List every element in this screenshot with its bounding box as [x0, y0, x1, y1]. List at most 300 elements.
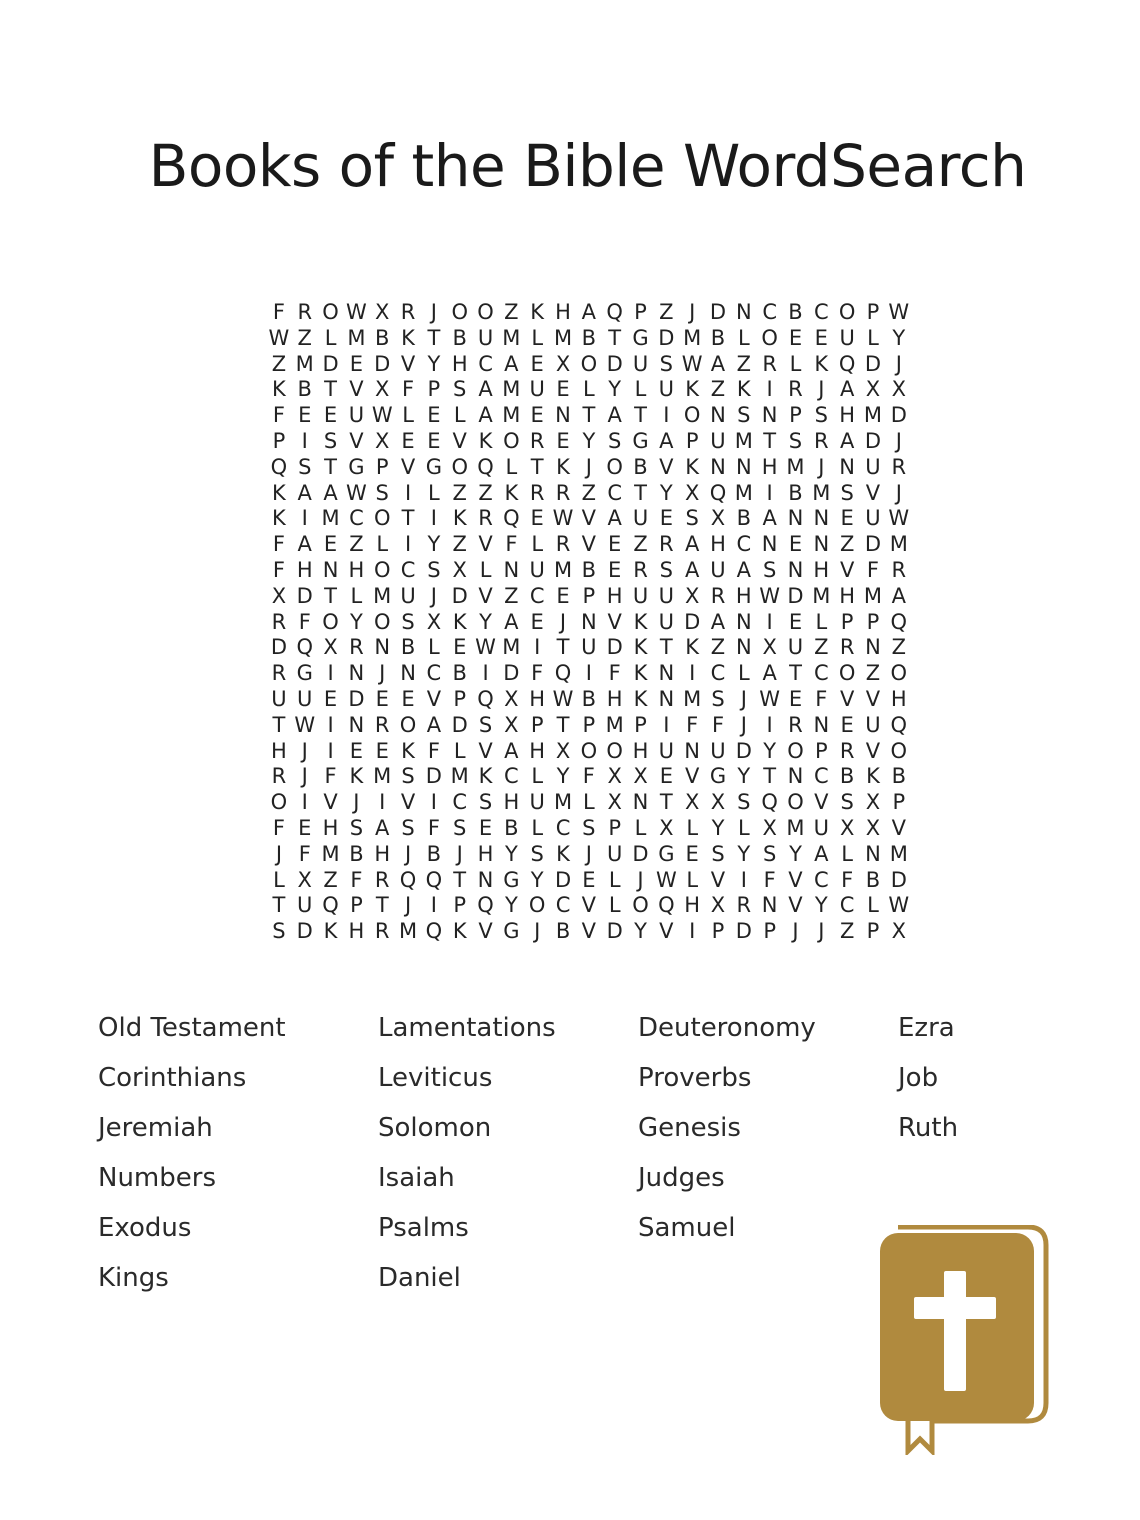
- grid-letter: X: [659, 815, 674, 840]
- grid-letter: P: [840, 609, 854, 634]
- grid-letter: F: [686, 712, 699, 737]
- grid-letter: V: [400, 790, 416, 815]
- grid-letter: V: [349, 428, 364, 453]
- grid-row: [266, 610, 912, 636]
- grid-letter: C: [813, 867, 829, 892]
- grid-row: [266, 635, 912, 661]
- grid-letter: I: [482, 661, 489, 686]
- grid-letter: E: [840, 712, 854, 737]
- grid-letter: V: [400, 454, 416, 479]
- grid-letter: Q: [399, 867, 417, 892]
- grid-letter: E: [530, 609, 544, 634]
- grid-letter: S: [323, 428, 338, 453]
- grid-letter: F: [272, 300, 285, 324]
- grid-letter: A: [478, 403, 493, 428]
- grid-letter: G: [348, 454, 365, 479]
- grid-letter: Z: [504, 583, 519, 608]
- grid-letter: S: [427, 557, 441, 582]
- grid-letter: C: [349, 506, 364, 531]
- grid-letter: A: [659, 428, 674, 453]
- grid-letter: Q: [761, 790, 778, 815]
- grid-letter: R: [374, 712, 390, 737]
- grid-letter: B: [839, 764, 855, 789]
- grid-letter: U: [658, 377, 675, 402]
- grid-letter: D: [864, 428, 882, 453]
- word-list-item: Proverbs: [638, 1063, 752, 1093]
- grid-letter: L: [737, 325, 750, 350]
- grid-letter: L: [867, 325, 879, 350]
- grid-letter: A: [710, 351, 726, 376]
- grid-letter: B: [581, 325, 597, 350]
- grid-letter: Z: [814, 635, 829, 660]
- grid-letter: I: [301, 428, 308, 453]
- grid-letter: Y: [556, 764, 570, 789]
- grid-letter: S: [478, 712, 493, 737]
- grid-letter: W: [294, 712, 316, 737]
- grid-letter: K: [814, 351, 829, 376]
- grid-letter: Z: [452, 480, 467, 505]
- grid-letter: A: [504, 351, 519, 376]
- grid-letter: E: [556, 428, 570, 453]
- grid-letter: N: [787, 557, 804, 582]
- grid-letter: J: [430, 583, 437, 608]
- grid-letter: J: [534, 919, 541, 944]
- grid-letter: I: [585, 661, 592, 686]
- grid-letter: Q: [503, 506, 520, 531]
- grid-letter: I: [301, 506, 308, 531]
- grid-letter: X: [426, 609, 442, 634]
- grid-letter: U: [529, 790, 545, 815]
- grid-letter: B: [426, 841, 442, 866]
- grid-letter: J: [275, 841, 283, 866]
- grid-letter: Y: [763, 738, 777, 763]
- word-list-item: Ezra: [898, 1013, 955, 1043]
- grid-letter: T: [427, 325, 441, 350]
- grid-letter: B: [452, 325, 467, 350]
- grid-row: [266, 790, 912, 816]
- grid-row: [266, 584, 912, 610]
- grid-letter: A: [504, 609, 519, 634]
- grid-letter: A: [736, 557, 751, 582]
- grid-letter: D: [503, 661, 520, 686]
- grid-letter: V: [659, 454, 674, 479]
- grid-letter: J: [456, 841, 463, 866]
- grid-letter: R: [633, 557, 648, 582]
- grid-letter: Q: [477, 454, 494, 479]
- grid-letter: U: [632, 583, 649, 608]
- grid-letter: O: [451, 454, 468, 479]
- grid-letter: G: [709, 764, 727, 789]
- grid-letter: K: [349, 764, 364, 789]
- grid-letter: V: [581, 893, 597, 918]
- grid-letter: V: [865, 480, 881, 505]
- grid-letter: H: [710, 532, 726, 557]
- grid-letter: B: [349, 841, 364, 866]
- grid-letter: V: [788, 867, 803, 892]
- grid-letter: L: [686, 867, 699, 892]
- grid-letter: Q: [606, 300, 623, 324]
- grid-letter: X: [684, 480, 700, 505]
- grid-letter: D: [735, 738, 752, 763]
- grid-letter: L: [428, 635, 440, 660]
- grid-letter: N: [865, 635, 881, 660]
- grid-letter: X: [375, 300, 390, 324]
- grid-letter: J: [404, 841, 412, 866]
- grid-letter: I: [327, 661, 334, 686]
- grid-letter: T: [324, 377, 337, 402]
- grid-letter: B: [375, 325, 390, 350]
- grid-letter: K: [401, 325, 415, 350]
- grid-letter: O: [580, 351, 598, 376]
- grid-letter: K: [478, 764, 493, 789]
- word-list-item: Daniel: [378, 1263, 461, 1293]
- word-list-item: Old Testament: [98, 1013, 286, 1043]
- grid-letter: L: [453, 403, 466, 428]
- grid-letter: K: [736, 377, 751, 402]
- grid-letter: K: [401, 738, 415, 763]
- grid-letter: D: [787, 583, 804, 608]
- grid-letter: A: [478, 377, 493, 402]
- grid-letter: W: [346, 480, 367, 505]
- grid-letter: M: [863, 583, 883, 608]
- grid-letter: W: [681, 351, 703, 376]
- grid-letter: S: [530, 841, 544, 866]
- grid-letter: P: [763, 919, 776, 944]
- grid-letter: J: [740, 686, 747, 711]
- grid-letter: Q: [270, 454, 288, 479]
- grid-letter: F: [324, 764, 337, 789]
- grid-letter: Z: [504, 300, 519, 324]
- grid-letter: N: [322, 557, 339, 582]
- grid-letter: O: [322, 609, 339, 634]
- grid-letter: N: [787, 764, 804, 789]
- grid-letter: H: [632, 738, 649, 763]
- grid-letter: O: [890, 738, 908, 763]
- grid-row: [266, 739, 912, 765]
- grid-letter: R: [891, 454, 907, 479]
- grid-letter: D: [632, 841, 649, 866]
- grid-letter: E: [375, 738, 389, 763]
- grid-letter: Y: [789, 841, 802, 866]
- grid-letter: S: [401, 609, 415, 634]
- grid-letter: U: [865, 712, 881, 737]
- grid-letter: Q: [425, 867, 443, 892]
- grid-letter: X: [684, 583, 700, 608]
- grid-letter: M: [812, 583, 831, 608]
- grid-letter: I: [430, 893, 437, 918]
- grid-letter: N: [555, 403, 571, 428]
- grid-letter: L: [273, 867, 285, 892]
- grid-letter: X: [865, 790, 881, 815]
- grid-letter: L: [505, 454, 518, 479]
- grid-letter: E: [840, 506, 854, 531]
- grid-letter: W: [759, 583, 781, 608]
- grid-letter: R: [529, 428, 545, 453]
- grid-letter: V: [581, 532, 597, 557]
- grid-row: [266, 352, 912, 378]
- grid-letter: Q: [477, 686, 494, 711]
- grid-letter: U: [658, 738, 675, 763]
- grid-letter: V: [426, 686, 442, 711]
- grid-letter: A: [762, 661, 777, 686]
- grid-letter: H: [451, 351, 468, 376]
- word-list-item: Genesis: [638, 1113, 741, 1143]
- grid-row: [266, 429, 912, 455]
- grid-letter: V: [891, 815, 906, 840]
- grid-letter: A: [891, 583, 906, 608]
- grid-letter: J: [404, 893, 412, 918]
- grid-letter: D: [451, 583, 468, 608]
- grid-letter: V: [607, 609, 622, 634]
- grid-letter: G: [658, 841, 675, 866]
- grid-letter: Y: [504, 841, 518, 866]
- grid-letter: L: [737, 661, 750, 686]
- grid-letter: T: [608, 325, 622, 350]
- grid-letter: P: [453, 893, 467, 918]
- grid-letter: Z: [271, 351, 287, 376]
- grid-letter: E: [530, 506, 544, 531]
- grid-letter: D: [864, 351, 882, 376]
- grid-letter: W: [346, 300, 367, 324]
- grid-letter: R: [839, 635, 855, 660]
- grid-letter: Z: [478, 480, 493, 505]
- grid-letter: Y: [711, 815, 725, 840]
- grid-letter: B: [710, 325, 726, 350]
- grid-letter: V: [478, 532, 493, 557]
- grid-letter: C: [813, 764, 829, 789]
- grid-letter: C: [555, 893, 571, 918]
- grid-letter: P: [375, 454, 389, 479]
- grid-letter: X: [762, 635, 777, 660]
- grid-letter: B: [297, 377, 312, 402]
- grid-letter: E: [556, 583, 570, 608]
- grid-letter: P: [634, 300, 647, 324]
- grid-letter: E: [349, 738, 364, 763]
- grid-letter: U: [839, 325, 855, 350]
- grid-letter: F: [298, 841, 311, 866]
- grid-letter: L: [686, 815, 699, 840]
- grid-letter: U: [297, 893, 313, 918]
- grid-letter: W: [475, 635, 496, 660]
- grid-letter: L: [583, 377, 595, 402]
- grid-letter: T: [453, 867, 467, 892]
- grid-letter: X: [710, 893, 726, 918]
- grid-letter: O: [890, 661, 908, 686]
- grid-letter: P: [634, 712, 647, 737]
- grid-letter: L: [531, 532, 544, 557]
- grid-letter: W: [888, 893, 910, 918]
- grid-letter: X: [555, 351, 571, 376]
- grid-letter: X: [504, 686, 519, 711]
- grid-letter: A: [504, 738, 519, 763]
- grid-letter: P: [866, 609, 880, 634]
- grid-letter: X: [271, 583, 287, 608]
- grid-letter: I: [740, 867, 747, 892]
- grid-letter: B: [504, 815, 519, 840]
- grid-letter: M: [863, 403, 883, 428]
- grid-letter: U: [658, 583, 675, 608]
- grid-letter: B: [452, 661, 467, 686]
- grid-letter: F: [272, 815, 285, 840]
- grid-letter: X: [865, 377, 881, 402]
- grid-letter: N: [503, 557, 520, 582]
- grid-letter: O: [270, 790, 288, 815]
- grid-letter: R: [839, 738, 855, 763]
- grid-letter: X: [891, 377, 906, 402]
- grid-letter: I: [430, 506, 437, 531]
- grid-letter: B: [581, 686, 597, 711]
- grid-letter: H: [503, 790, 520, 815]
- grid-letter: S: [840, 480, 854, 505]
- grid-letter: J: [430, 300, 437, 324]
- grid-letter: D: [709, 300, 727, 324]
- grid-letter: N: [761, 403, 778, 428]
- grid-letter: X: [684, 790, 700, 815]
- grid-letter: M: [321, 506, 340, 531]
- grid-letter: I: [404, 532, 412, 557]
- grid-letter: N: [813, 532, 830, 557]
- grid-letter: C: [813, 661, 829, 686]
- grid-letter: U: [632, 351, 649, 376]
- grid-letter: S: [762, 841, 777, 866]
- grid-letter: L: [841, 841, 853, 866]
- grid-row: [266, 377, 912, 403]
- grid-letter: Q: [554, 661, 572, 686]
- grid-letter: V: [710, 867, 726, 892]
- grid-letter: K: [452, 506, 467, 531]
- grid-letter: A: [297, 532, 312, 557]
- grid-letter: N: [813, 712, 830, 737]
- grid-letter: T: [324, 583, 337, 608]
- grid-letter: O: [632, 893, 649, 918]
- grid-letter: E: [401, 428, 415, 453]
- grid-letter: H: [348, 919, 365, 944]
- grid-letter: X: [607, 764, 622, 789]
- grid-row: [266, 919, 912, 945]
- grid-letter: E: [401, 686, 415, 711]
- grid-letter: Q: [322, 893, 339, 918]
- word-list-item: Numbers: [98, 1163, 216, 1193]
- grid-letter: X: [323, 635, 338, 660]
- grid-letter: T: [375, 893, 389, 918]
- grid-letter: U: [710, 738, 726, 763]
- grid-letter: A: [375, 815, 390, 840]
- grid-letter: N: [348, 661, 365, 686]
- grid-letter: J: [585, 841, 592, 866]
- grid-letter: H: [529, 686, 546, 711]
- grid-letter: T: [272, 712, 286, 737]
- grid-letter: Z: [891, 635, 906, 660]
- grid-letter: V: [581, 506, 597, 531]
- grid-letter: E: [323, 686, 338, 711]
- grid-letter: H: [555, 300, 571, 324]
- grid-letter: R: [555, 532, 571, 557]
- grid-row: [266, 764, 912, 790]
- grid-letter: I: [534, 635, 541, 660]
- grid-letter: U: [813, 815, 829, 840]
- grid-letter: Q: [709, 480, 727, 505]
- grid-letter: M: [734, 480, 753, 505]
- grid-letter: B: [581, 557, 597, 582]
- grid-letter: C: [478, 351, 493, 376]
- grid-letter: K: [478, 428, 493, 453]
- word-list-item: Solomon: [378, 1113, 492, 1143]
- grid-letter: C: [736, 532, 752, 557]
- grid-letter: M: [889, 532, 908, 557]
- word-list-item: Samuel: [638, 1213, 736, 1243]
- grid-letter: N: [580, 609, 597, 634]
- grid-letter: T: [634, 480, 647, 505]
- grid-letter: Y: [634, 919, 647, 944]
- grid-letter: A: [839, 428, 855, 453]
- grid-letter: M: [786, 454, 805, 479]
- grid-letter: Z: [736, 351, 752, 376]
- grid-letter: L: [453, 738, 466, 763]
- grid-letter: V: [839, 557, 855, 582]
- word-list-item: Exodus: [98, 1213, 192, 1243]
- grid-letter: B: [788, 300, 803, 324]
- grid-letter: T: [763, 428, 777, 453]
- grid-letter: E: [788, 686, 803, 711]
- grid-letter: R: [374, 867, 390, 892]
- grid-letter: O: [580, 738, 598, 763]
- grid-letter: L: [350, 583, 363, 608]
- grid-letter: M: [553, 325, 573, 350]
- grid-letter: B: [633, 454, 648, 479]
- grid-letter: P: [866, 300, 880, 324]
- grid-letter: M: [553, 557, 573, 582]
- grid-letter: E: [788, 325, 803, 350]
- grid-letter: Y: [659, 480, 673, 505]
- grid-letter: D: [270, 635, 287, 660]
- grid-letter: R: [788, 377, 803, 402]
- grid-letter: Q: [477, 893, 494, 918]
- grid-letter: B: [400, 635, 416, 660]
- grid-letter: I: [663, 712, 670, 737]
- grid-letter: V: [323, 790, 338, 815]
- grid-letter: X: [555, 738, 571, 763]
- grid-letter: S: [762, 557, 777, 582]
- grid-letter: J: [301, 764, 308, 789]
- grid-letter: U: [710, 428, 726, 453]
- grid-letter: C: [400, 557, 416, 582]
- grid-letter: F: [608, 661, 621, 686]
- grid-letter: F: [841, 867, 854, 892]
- grid-letter: A: [684, 532, 700, 557]
- grid-letter: Z: [710, 635, 726, 660]
- grid-letter: M: [605, 712, 624, 737]
- grid-letter: R: [271, 764, 287, 789]
- grid-letter: R: [555, 480, 571, 505]
- grid-letter: O: [451, 300, 468, 324]
- grid-letter: N: [735, 609, 752, 634]
- grid-letter: E: [375, 686, 389, 711]
- grid-letter: O: [373, 557, 391, 582]
- grid-letter: J: [379, 661, 386, 686]
- word-list-item: Judges: [638, 1163, 725, 1193]
- grid-row: [266, 506, 912, 532]
- grid-row: [266, 532, 912, 558]
- grid-letter: C: [762, 300, 777, 324]
- grid-letter: K: [633, 635, 648, 660]
- grid-letter: L: [402, 403, 414, 428]
- grid-letter: N: [735, 635, 752, 660]
- grid-letter: E: [659, 764, 673, 789]
- grid-letter: F: [272, 557, 285, 582]
- grid-letter: G: [503, 919, 520, 944]
- grid-letter: Z: [581, 480, 597, 505]
- grid-letter: M: [347, 325, 366, 350]
